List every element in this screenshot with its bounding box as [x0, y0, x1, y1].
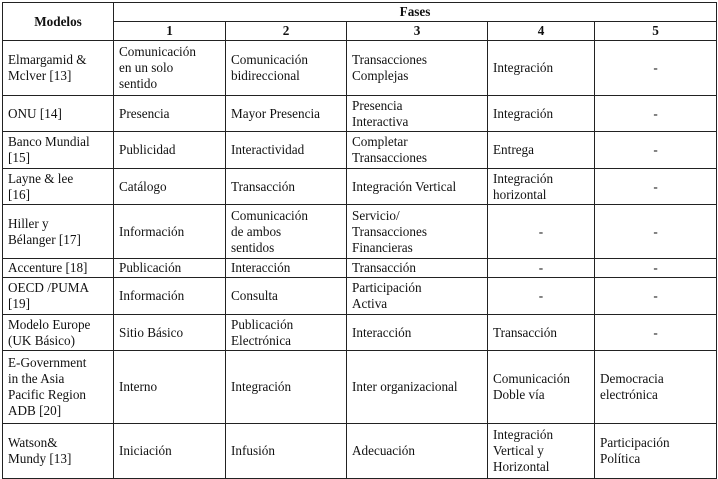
phase-cell: Presencia Interactiva [347, 96, 488, 132]
table-row [3, 259, 717, 278]
phase-cell: - [595, 315, 717, 351]
phase-number-header: 3 [347, 22, 488, 41]
phase-cell: Transacción [488, 315, 595, 351]
phase-cell: Información [114, 278, 226, 315]
phase-number-header: 1 [114, 22, 226, 41]
model-cell: Banco Mundial [15] [3, 132, 114, 169]
model-cell: Hiller y Bélanger [17] [3, 205, 114, 259]
phase-cell: Sitio Básico [114, 315, 226, 351]
phase-cell: - [595, 169, 717, 205]
phase-cell: - [488, 259, 595, 278]
phase-number-header: 5 [595, 22, 717, 41]
phase-cell: Catálogo [114, 169, 226, 205]
phase-cell: Transacción [347, 259, 488, 278]
phase-cell: Completar Transacciones [347, 132, 488, 169]
phase-cell: Comunicación bidireccional [226, 41, 347, 96]
model-cell: Elmargamid & Mclver [13] [3, 41, 114, 96]
phase-number-header: 2 [226, 22, 347, 41]
model-cell: ONU [14] [3, 96, 114, 132]
model-cell: Watson& Mundy [13] [3, 424, 114, 479]
table-row [3, 96, 717, 132]
phase-cell: Comunicación Doble vía [488, 351, 595, 424]
phase-cell: Servicio/ Transacciones Financieras [347, 205, 488, 259]
model-cell: Modelo Europe (UK Básico) [3, 315, 114, 351]
phase-cell: Integración [488, 96, 595, 132]
phase-cell: Democracia electrónica [595, 351, 717, 424]
models-header: Modelos [3, 3, 114, 41]
phase-cell: - [595, 132, 717, 169]
model-cell: E-Government in the Asia Pacific Region ADB [20] [3, 351, 114, 424]
phase-cell: - [595, 41, 717, 96]
phase-cell: Iniciación [114, 424, 226, 479]
table-row [3, 169, 717, 205]
phase-cell: Presencia [114, 96, 226, 132]
phase-number-header: 4 [488, 22, 595, 41]
table-row [3, 424, 717, 479]
phase-cell: - [595, 96, 717, 132]
phase-cell: Integración [226, 351, 347, 424]
phase-cell: Comunicación de ambos sentidos [226, 205, 347, 259]
model-cell: Accenture [18] [3, 259, 114, 278]
table-row [3, 351, 717, 424]
table-row [3, 315, 717, 351]
phase-cell: Entrega [488, 132, 595, 169]
phase-cell: Publicidad [114, 132, 226, 169]
phase-cell: - [488, 205, 595, 259]
phase-cell: Transacciones Complejas [347, 41, 488, 96]
phase-cell: Transacción [226, 169, 347, 205]
model-cell: OECD /PUMA [19] [3, 278, 114, 315]
table-row [3, 41, 717, 96]
phase-cell: Comunicación en un solo sentido [114, 41, 226, 96]
table-row [3, 205, 717, 259]
phases-table [2, 2, 717, 479]
phase-cell: Adecuación [347, 424, 488, 479]
phase-cell: Integración Vertical y Horizontal [488, 424, 595, 479]
phase-cell: Publicación [114, 259, 226, 278]
phase-cell: Participación Política [595, 424, 717, 479]
phase-cell: Integración [488, 41, 595, 96]
phase-cell: - [595, 278, 717, 315]
phases-header: Fases [114, 3, 717, 22]
phase-cell: - [595, 259, 717, 278]
phase-cell: Interacción [226, 259, 347, 278]
phase-cell: - [595, 205, 717, 259]
phase-cell: - [488, 278, 595, 315]
phase-cell: Consulta [226, 278, 347, 315]
phase-cell: Participación Activa [347, 278, 488, 315]
phase-cell: Integración Vertical [347, 169, 488, 205]
phase-cell: Publicación Electrónica [226, 315, 347, 351]
table-row [3, 132, 717, 169]
phase-cell: Infusión [226, 424, 347, 479]
phase-cell: Información [114, 205, 226, 259]
phase-cell: Inter organizacional [347, 351, 488, 424]
phase-cell: Interacción [347, 315, 488, 351]
model-cell: Layne & lee [16] [3, 169, 114, 205]
phase-cell: Mayor Presencia [226, 96, 347, 132]
phase-cell: Interactividad [226, 132, 347, 169]
phase-cell: Integración horizontal [488, 169, 595, 205]
phase-cell: Interno [114, 351, 226, 424]
table-row [3, 278, 717, 315]
